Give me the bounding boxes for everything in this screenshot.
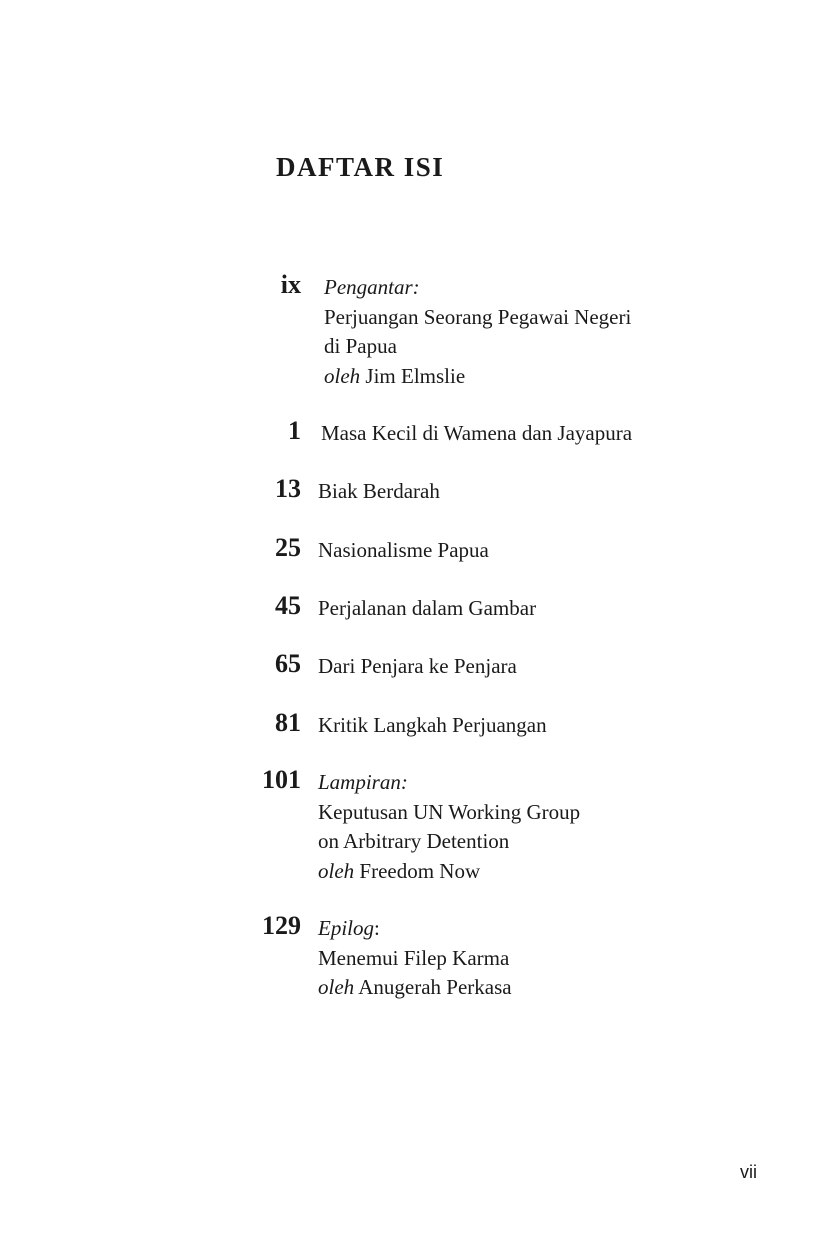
toc-entry-text [318, 652, 517, 682]
toc-byline-prefix: oleh [324, 363, 361, 388]
toc-entry-text [321, 419, 632, 449]
toc-page-number: 65 [275, 649, 301, 678]
toc-byline-author: Freedom Now [354, 858, 481, 883]
toc-entry-text [324, 273, 631, 391]
toc-title-line: Dari Penjara ke Penjara [318, 654, 517, 678]
toc-page-number: 25 [275, 533, 301, 562]
toc-entry-text [318, 594, 536, 624]
toc-section-label: Pengantar: [324, 275, 420, 299]
toc-section-label-line [318, 914, 512, 944]
toc-section-label: Lampiran: [318, 770, 408, 794]
toc-page-number: 13 [275, 474, 301, 503]
toc-title-line: Nasionalisme Papua [318, 538, 489, 562]
page-number: vii [740, 1162, 757, 1182]
toc-title-line: Perjuangan Seorang Pegawai Negeri [324, 304, 632, 329]
toc-page-number: 81 [275, 708, 301, 737]
toc-page-number: 129 [262, 911, 301, 940]
toc-title-line: Masa Kecil di Wamena dan Jayapura [321, 421, 633, 445]
toc-page-number: 45 [275, 591, 301, 620]
toc-entry-text [318, 477, 440, 507]
toc-page-number: ix [280, 270, 301, 299]
toc-section-label: Epilog [318, 916, 374, 940]
toc-entry-text [318, 768, 580, 886]
toc-title-line: Perjalanan dalam Gambar [318, 596, 537, 620]
toc-entry-text [318, 536, 489, 566]
toc-title-line: di Papua [324, 334, 397, 358]
toc-byline-author: Jim Elmslie [360, 363, 466, 388]
toc-byline [324, 362, 631, 392]
toc-byline-prefix: oleh [318, 975, 355, 999]
toc-byline-author: Anugerah Perkasa [354, 975, 512, 999]
toc-title-line: Menemui Filep Karma [318, 945, 510, 970]
toc-title-line: Keputusan UN Working Group [318, 799, 581, 824]
toc-byline [318, 857, 580, 887]
toc-entry-text [318, 914, 512, 1003]
toc-title-line: Kritik Langkah Perjuangan [318, 713, 547, 737]
toc-section-label-colon: : [374, 916, 380, 940]
toc-title-line: Biak Berdarah [318, 479, 440, 503]
toc-byline-prefix: oleh [318, 858, 355, 883]
page-title: DAFTAR ISI [276, 152, 445, 182]
toc-title-line: on Arbitrary Detention [318, 829, 510, 853]
toc-page-number: 1 [288, 416, 301, 445]
toc-entry-text [318, 711, 547, 741]
toc-page-number: 101 [262, 765, 301, 794]
toc-byline [318, 973, 512, 1003]
